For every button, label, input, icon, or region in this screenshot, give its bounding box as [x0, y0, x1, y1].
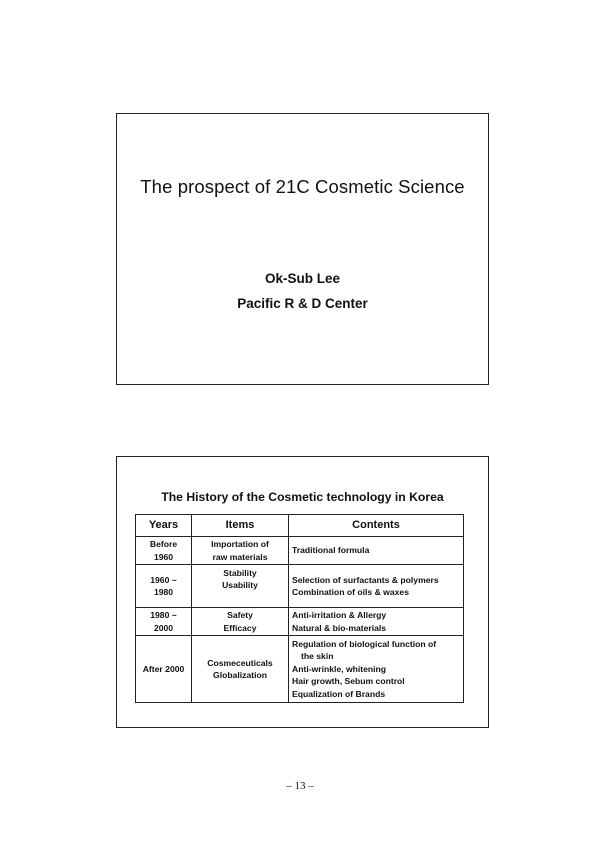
content-line: the skin — [301, 651, 334, 662]
item-line: Importation of — [211, 539, 269, 550]
content-line: Anti-wrinkle, whitening — [292, 663, 387, 674]
content-line: Anti-irritation & Allergy — [292, 610, 387, 621]
item-line: Usability — [222, 580, 258, 591]
year-cell — [136, 565, 192, 608]
history-slide-title: The History of the Cosmetic technology in Korea — [161, 490, 444, 504]
header-years: Years — [136, 515, 192, 537]
title-slide — [116, 113, 489, 385]
content-line: Hair growth, Sebum control — [292, 676, 405, 687]
slide-title: The prospect of 21C Cosmetic Science — [140, 176, 465, 197]
contents-cell — [289, 537, 464, 565]
page-number: – 13 – — [286, 780, 314, 792]
items-cell — [192, 537, 289, 565]
content-line: Regulation of biological function of — [292, 638, 437, 649]
contents-cell — [289, 608, 464, 636]
content-line: Natural & bio-materials — [292, 622, 387, 633]
item-line: Safety — [227, 610, 253, 621]
items-cell — [192, 636, 289, 703]
content-line: Selection of surfactants & polymers — [292, 574, 439, 585]
table-header-row — [136, 515, 464, 537]
year-cell — [136, 608, 192, 636]
year-line: 1960 — [153, 551, 174, 562]
item-line: Globalization — [213, 670, 267, 680]
author-name: Ok-Sub Lee — [264, 271, 340, 286]
table-row — [136, 636, 464, 703]
item-line: Efficacy — [223, 622, 257, 633]
year-line: Before — [149, 539, 178, 550]
year-line: 2000 — [153, 622, 174, 633]
year-line: 1980 — [153, 587, 174, 597]
content-line: Combination of oils & waxes — [292, 587, 409, 597]
year-line: 1960 ~ — [150, 574, 177, 585]
table-row — [136, 537, 464, 565]
table-row — [136, 565, 464, 608]
contents-cell — [289, 636, 464, 703]
item-line: Stability — [223, 568, 257, 578]
table-row — [136, 608, 464, 636]
content-line: Traditional formula — [292, 545, 370, 556]
year-line: 1980 ~ — [150, 610, 177, 621]
header-contents: Contents — [289, 515, 464, 537]
history-table — [135, 514, 464, 703]
item-line: Cosmeceuticals — [207, 657, 273, 668]
year-cell — [136, 636, 192, 703]
author-affiliation: Pacific R & D Center — [237, 296, 368, 311]
history-slide — [116, 456, 489, 728]
items-cell — [192, 608, 289, 636]
header-items: Items — [192, 515, 289, 537]
year-line: After 2000 — [142, 663, 185, 674]
year-cell — [136, 537, 192, 565]
content-line: Equalization of Brands — [292, 688, 386, 699]
items-cell — [192, 565, 289, 608]
contents-cell — [289, 565, 464, 608]
item-line: raw materials — [212, 551, 268, 562]
